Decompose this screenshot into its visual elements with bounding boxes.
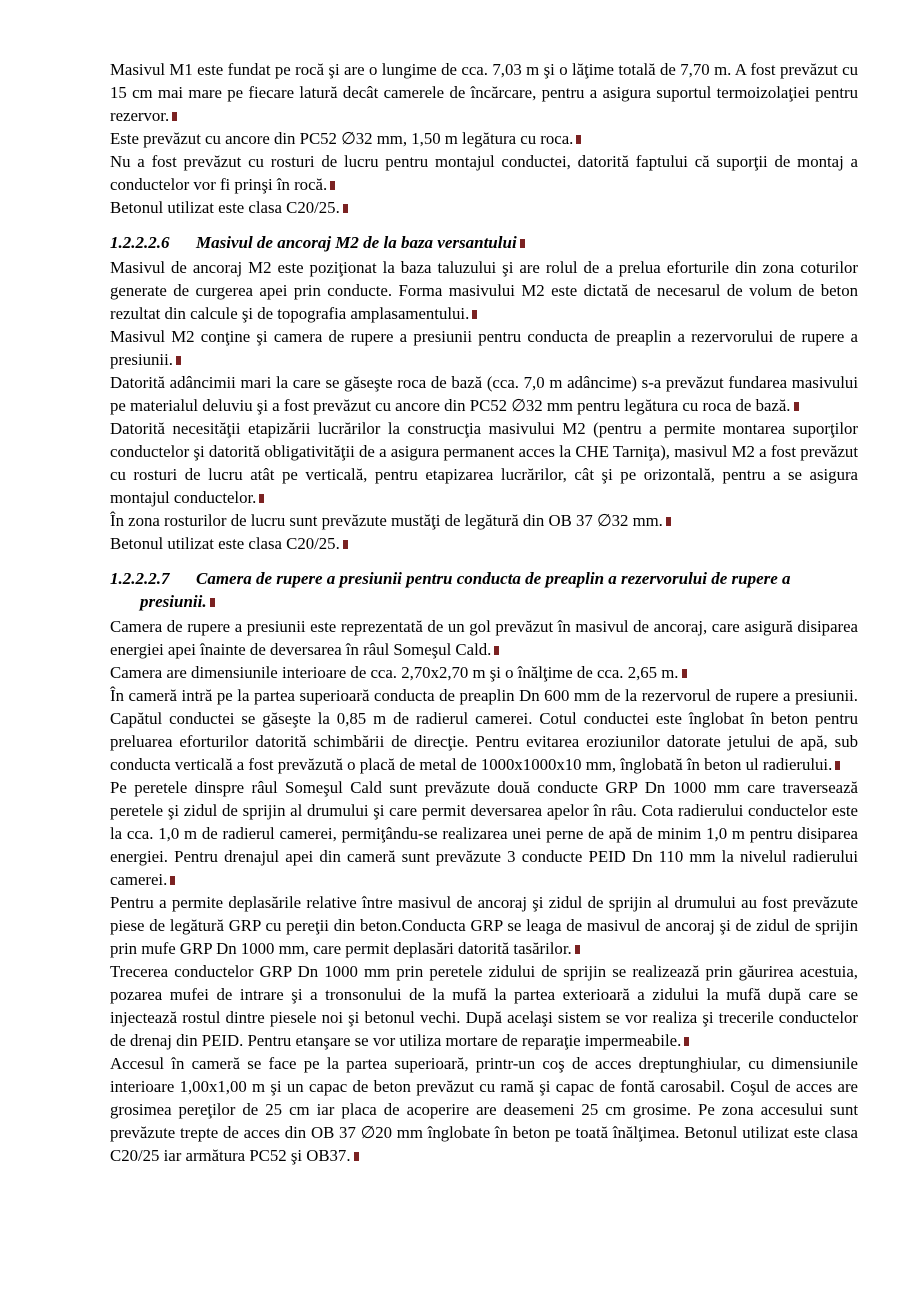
section-heading-1-2-2-2-7 bbox=[110, 567, 858, 613]
paragraph-mark bbox=[682, 669, 687, 678]
paragraph-mark bbox=[684, 1037, 689, 1046]
paragraph bbox=[110, 532, 858, 555]
paragraph bbox=[110, 891, 858, 960]
paragraph bbox=[110, 150, 858, 196]
paragraph-mark bbox=[330, 181, 335, 190]
paragraph-text: Masivul M2 conţine şi camera de rupere a presiunii pentru conducta de preaplin a rezervorului de rupere a presiunii. bbox=[110, 327, 858, 369]
paragraph bbox=[110, 615, 858, 661]
paragraph-mark bbox=[520, 239, 525, 248]
paragraph-mark bbox=[172, 112, 177, 121]
paragraph-mark bbox=[259, 494, 264, 503]
paragraph-text: Datorită necesităţii etapizării lucrărilor la construcţia masivului M2 (pentru a permite montarea suporţilor conductelor şi datorită obligativităţii de a asigura permanent acces la CHE Tarniţa), masivul M2 a fost prevăzut cu rosturi de lucru atât pe verticală, pentru etapizarea lucrărilor, cât şi pe orizontală, pentru a se asigura montajul conductelor. bbox=[110, 419, 858, 507]
paragraph bbox=[110, 256, 858, 325]
paragraph-text: Pentru a permite deplasările relative între masivul de ancoraj şi zidul de sprijin al drumului au fost prevăzute piese de legătură GRP cu pereţii din beton.Conducta GRP se leaga de masivul de ancoraj şi de zidul de sprijin prin mufe GRP Dn 1000 mm, care permit deplasări datorită tasărilor. bbox=[110, 893, 858, 958]
paragraph-text: În cameră intră pe la partea superioară conducta de preaplin Dn 600 mm de la rezervorul de rupere a presiunii. Capătul conductei se găseşte la 0,85 m de radierul camerei. Cotul conductei este înglobat în beton pentru preluarea eforturilor datorită schimbării de direcţie. Pentru evitarea eroziunilor datorate jetului de apă, sub conducta verticală a fost prevăzută o placă de metal de 1000x1000x10 mm, înglobată în beton ul radierului. bbox=[110, 686, 858, 774]
paragraph-text: Trecerea conductelor GRP Dn 1000 mm prin peretele zidului de sprijin se realizează prin găurirea acestuia, pozarea mufei de intrare şi a tronsonului de la mufă la partea exterioară a zidului la mufă după care se injectează rostul dintre piesele noi şi betonul vechi. După acelaşi sistem se vor realiza şi trecerile conductelor de drenaj din PEID. Pentru etanşare se vor utiliza mortare de reparaţie impermeabile. bbox=[110, 962, 858, 1050]
heading-number: 1.2.2.2.6 bbox=[110, 233, 170, 252]
paragraph-mark bbox=[343, 540, 348, 549]
paragraph-text: Betonul utilizat este clasa C20/25. bbox=[110, 534, 340, 553]
section-heading-1-2-2-2-6 bbox=[110, 231, 858, 254]
paragraph bbox=[110, 417, 858, 509]
paragraph bbox=[110, 325, 858, 371]
paragraph-text: Masivul M1 este fundat pe rocă şi are o lungime de cca. 7,03 m şi o lăţime totală de 7,70 m. A fost prevăzut cu 15 cm mai mare pe fiecare latură decât camerele de încărcare, pentru a asigura suportul termoizolaţiei pentru rezervor. bbox=[110, 60, 858, 125]
paragraph-text: Betonul utilizat este clasa C20/25. bbox=[110, 198, 340, 217]
heading-text: Camera de rupere a presiunii pentru conducta de preaplin a rezervorului de rupere a presiunii. bbox=[140, 569, 791, 611]
paragraph bbox=[110, 58, 858, 127]
paragraph bbox=[110, 960, 858, 1052]
paragraph-mark bbox=[210, 598, 215, 607]
paragraph bbox=[110, 661, 858, 684]
paragraph-text: Camera de rupere a presiunii este reprezentată de un gol prevăzut în masivul de ancoraj, care asigură disiparea energiei apei înainte de deversarea în râul Someşul Cald. bbox=[110, 617, 858, 659]
paragraph-mark bbox=[576, 135, 581, 144]
paragraph bbox=[110, 196, 858, 219]
paragraph-mark bbox=[354, 1152, 359, 1161]
paragraph-mark bbox=[575, 945, 580, 954]
paragraph-text: În zona rosturilor de lucru sunt prevăzute mustăţi de legătură din OB 37 ∅32 mm. bbox=[110, 511, 663, 530]
paragraph-mark bbox=[666, 517, 671, 526]
paragraph bbox=[110, 684, 858, 776]
paragraph-mark bbox=[494, 646, 499, 655]
paragraph-text: Nu a fost prevăzut cu rosturi de lucru pentru montajul conductei, datorită faptului că suporţii de montaj a conductelor vor fi prinşi în rocă. bbox=[110, 152, 858, 194]
paragraph-text: Este prevăzut cu ancore din PC52 ∅32 mm, 1,50 m legătura cu roca. bbox=[110, 129, 574, 148]
paragraph-mark bbox=[472, 310, 477, 319]
heading-text: Masivul de ancoraj M2 de la baza versantului bbox=[196, 233, 517, 252]
paragraph-mark bbox=[835, 761, 840, 770]
paragraph-text: Pe peretele dinspre râul Someşul Cald sunt prevăzute două conducte GRP Dn 1000 mm care traversează peretele şi zidul de sprijin al drumului şi care permit deversarea apelor în râu. Cota radierului conductelor este la cca. 1,0 m de radierul camerei, permiţându-se realizarea unei perne de apă de minim 1,0 m pentru disiparea energiei. Pentru drenajul apei din cameră sunt prevăzute 3 conducte PEID Dn 110 mm la nivelul radierului camerei. bbox=[110, 778, 858, 889]
paragraph-text: Camera are dimensiunile interioare de cca. 2,70x2,70 m şi o înălţime de cca. 2,65 m. bbox=[110, 663, 679, 682]
paragraph-mark bbox=[170, 876, 175, 885]
paragraph-text: Datorită adâncimii mari la care se găseşte roca de bază (cca. 7,0 m adâncime) s-a prevăzut fundarea masivului pe materialul deluviu şi a fost prevăzut cu ancore din PC52 ∅32 mm pentru legătura cu roca de bază. bbox=[110, 373, 858, 415]
paragraph-text: Masivul de ancoraj M2 este poziţionat la baza taluzului şi are rolul de a prelua eforturile din zona coturilor generate de curgerea apei prin conducte. Forma masivului M2 este dictată de necesarul de volum de beton rezultat din calcule şi de topografia amplasamentului. bbox=[110, 258, 858, 323]
paragraph bbox=[110, 127, 858, 150]
paragraph-mark bbox=[794, 402, 799, 411]
paragraph bbox=[110, 371, 858, 417]
paragraph bbox=[110, 1052, 858, 1167]
paragraph-text: Accesul în cameră se face pe la partea superioară, printr-un coş de acces dreptunghiular, cu dimensiunile interioare 1,00x1,00 m şi un capac de beton prevăzut cu ramă şi capac de fontă carosabil. Coşul de acces are grosimea pereţilor de 25 cm iar placa de acoperire are deasemeni 25 cm grosime. Pe zona accesului sunt prevăzute trepte de acces din OB 37 ∅20 mm înglobate în beton pe toată înălţimea. Betonul utilizat este clasa C20/25 iar armătura PC52 şi OB37. bbox=[110, 1054, 858, 1165]
paragraph bbox=[110, 776, 858, 891]
paragraph-mark bbox=[343, 204, 348, 213]
heading-number: 1.2.2.2.7 bbox=[110, 569, 170, 588]
paragraph bbox=[110, 509, 858, 532]
paragraph-mark bbox=[176, 356, 181, 365]
